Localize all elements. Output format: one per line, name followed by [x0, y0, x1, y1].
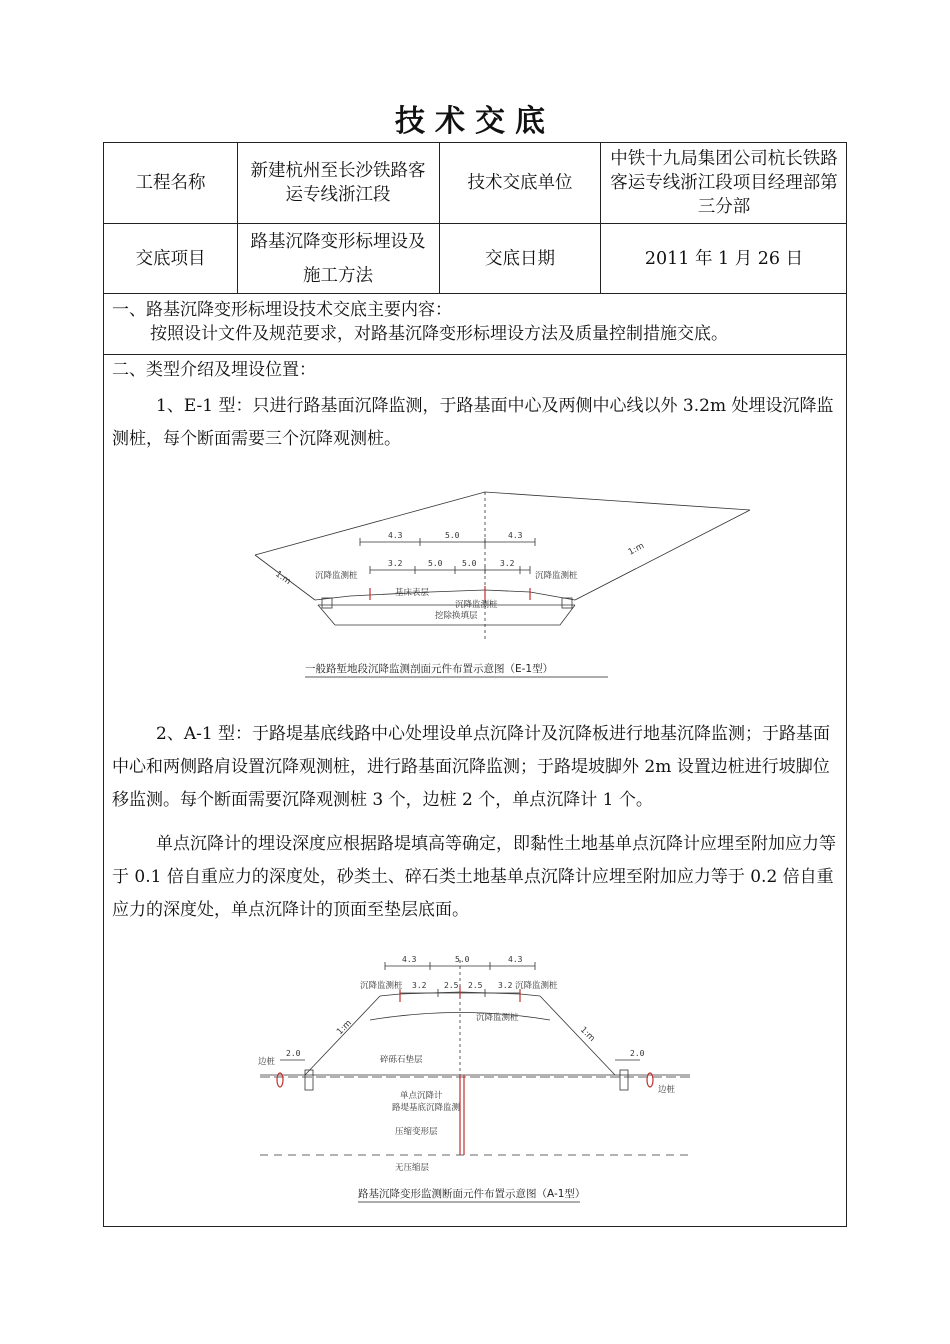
section1-heading: 一、路基沉降变形标埋设技术交底主要内容：: [112, 300, 452, 320]
pile-left-label: 沉降监测桩: [360, 981, 403, 991]
ditch-left: [322, 598, 332, 608]
dim-top-2: 5.0: [455, 955, 470, 964]
slope-right-label: 1:m: [577, 1025, 597, 1044]
item-label: 交底项目: [135, 248, 206, 269]
dim-inner-3: 2.5: [468, 981, 483, 990]
toe-right: [620, 1070, 628, 1090]
a1-section-diagram: [250, 950, 700, 1210]
dim-top-3: 4.3: [508, 955, 523, 964]
pile-center-label: 沉降监测桩: [476, 1013, 519, 1023]
ground-line: [255, 492, 750, 555]
dim-top-2: 5.0: [445, 531, 460, 540]
e1-caption: 一般路堑地段沉降监测剖面元件布置示意图（E-1型）: [305, 663, 554, 675]
dim-left: 2.0: [286, 1049, 301, 1058]
toe-left: [305, 1070, 313, 1090]
dim-inner-4: 3.2: [500, 559, 515, 568]
dim-inner-3: 5.0: [462, 559, 477, 568]
section2-heading: 二、类型介绍及埋设位置：: [112, 360, 316, 380]
item-value: 路基沉降变形标埋设及施工方法: [250, 231, 426, 286]
right-slope: [575, 510, 750, 600]
slope-right-label: 1:m: [626, 541, 647, 558]
compress-label: 压缩变形层: [395, 1127, 438, 1137]
dim-inner-2: 2.5: [444, 981, 459, 990]
plate-label: 路堤基底沉降监测: [392, 1103, 461, 1113]
no-compress-label: 无压缩层: [395, 1163, 430, 1173]
document-title: 技术交底: [395, 104, 555, 139]
project-name-value: 新建杭州至长沙铁路客运专线浙江段: [250, 161, 426, 205]
edge-right-label: 边桩: [658, 1085, 676, 1095]
dim-top-3: 4.3: [508, 531, 523, 540]
date-label: 交底日期: [485, 248, 555, 269]
row-divider: [103, 354, 847, 355]
pile-right-label: 沉降监测桩: [515, 981, 558, 991]
dim-inner-1: 3.2: [412, 981, 427, 990]
dim-inner-4: 3.2: [498, 981, 513, 990]
section1-body: 按照设计文件及规范要求，对路基沉降变形标埋设方法及质量控制措施交底。: [150, 324, 728, 344]
slope-left-label: 1:m: [273, 569, 293, 587]
dim-inner-1: 3.2: [388, 559, 403, 568]
date-value: 2011 年 1 月 26 日: [644, 248, 804, 269]
embankment-right-slope: [540, 996, 615, 1075]
fill-layer-label: 挖除换填层: [435, 611, 478, 621]
pile-center-label: 沉降监测桩: [455, 600, 498, 610]
row-divider: [103, 293, 847, 294]
section2-p3: 单点沉降计的埋设深度应根据路堤填高等确定，即黏性土地基单点沉降计应埋至附加应力等于 0.1 倍自重应力的深度处，砂类土、碎石类土地基单点沉降计应埋至附加应力等于 0.2 倍自重应力的深度处，单点沉降计的顶面至垫层底面。: [112, 834, 836, 920]
a1-caption: 路基沉降变形监测断面元件布置示意图（A-1型）: [358, 1188, 586, 1200]
pile-left-label: 沉降监测桩: [315, 571, 358, 581]
unit-label: 技术交底单位: [467, 173, 573, 193]
project-name-label: 工程名称: [135, 173, 206, 193]
pile-right-label: 沉降监测桩: [535, 571, 578, 581]
slope-left-label: 1:m: [335, 1018, 354, 1038]
base-layer-label: 基床表层: [395, 588, 430, 598]
settlement-gauge: [460, 1075, 464, 1155]
col-divider: [237, 142, 238, 293]
e1-section-diagram: [230, 480, 760, 690]
section2-p1: 1、E-1 型：只进行路基面沉降监测，于路基面中心及两侧中心线以外 3.2m 处埋设沉降监测桩，每个断面需要三个沉降观测桩。: [112, 396, 834, 449]
dim-inner-2: 5.0: [428, 559, 443, 568]
section2-p2: 2、A-1 型：于路堤基底线路中心处埋设单点沉降计及沉降板进行地基沉降监测；于路基面中心和两侧路肩设置沉降观测桩，进行路基面沉降监测；于路堤坡脚外 2m 设置边桩进行坡脚位移监测。每个断面需要沉降观测桩 3 个，边桩 2 个，单点沉降计 1 个。: [112, 724, 831, 810]
edge-left-label: 边桩: [258, 1057, 276, 1067]
dim-top-1: 4.3: [388, 531, 403, 540]
dim-top-1: 4.3: [402, 955, 417, 964]
unit-value: 中铁十九局集团公司杭长铁路客运专线浙江段项目经理部第三分部: [610, 149, 838, 217]
dim-right: 2.0: [630, 1049, 645, 1058]
gauge-label: 单点沉降计: [400, 1091, 443, 1101]
road-surface: [315, 590, 575, 600]
gravel-label: 碎砾石垫层: [380, 1055, 423, 1065]
